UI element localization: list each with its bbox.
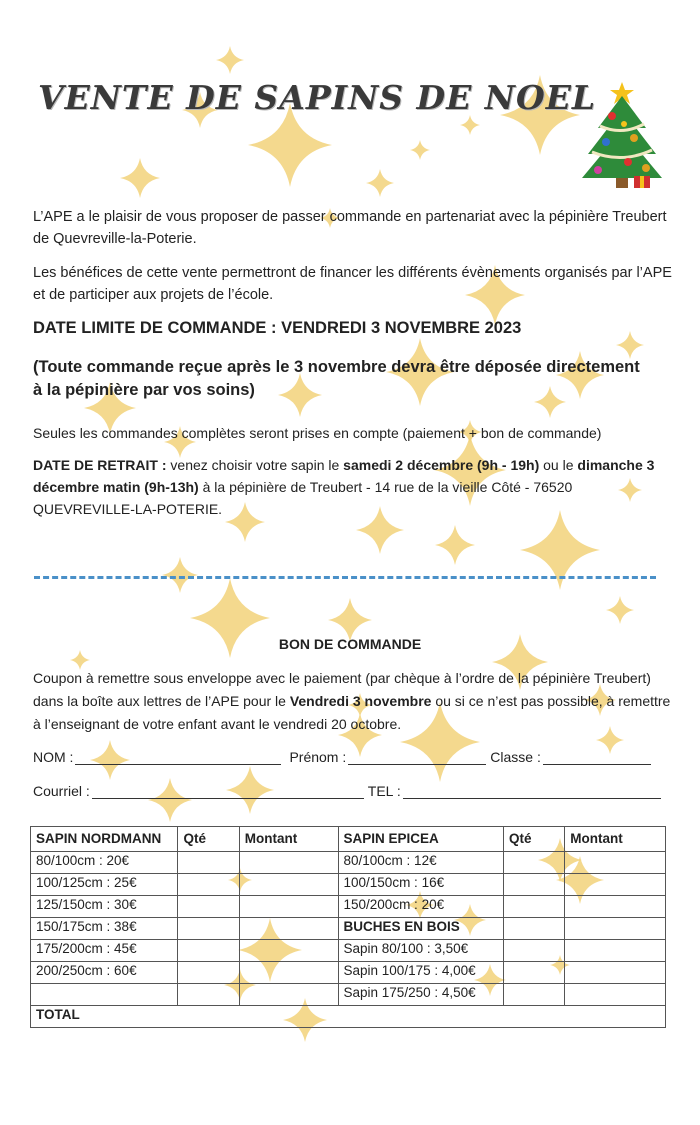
- total-label: TOTAL: [31, 1006, 666, 1028]
- nordmann-size: 150/175cm : 38€: [31, 918, 178, 940]
- courriel-label: Courriel :: [33, 783, 90, 799]
- epicea-size: 80/100cm : 12€: [338, 852, 504, 874]
- nordmann-size: 200/250cm : 60€: [31, 962, 178, 984]
- order-table: [30, 826, 666, 1028]
- qty-cell[interactable]: [178, 962, 239, 984]
- table-row: [31, 962, 666, 984]
- amount-cell[interactable]: [565, 918, 666, 940]
- complete-orders-notice: Seules les commandes complètes seront prises en compte (paiement + bon de commande): [33, 425, 602, 441]
- empty-cell: [31, 984, 178, 1006]
- qty-cell[interactable]: [178, 984, 239, 1006]
- buches-heading: BUCHES EN BOIS: [338, 918, 504, 940]
- pickup-address: à la pépinière de Treubert - 14 rue de la vieille Côté - 76520 QUEVREVILLE-LA-POTERIE.: [33, 479, 573, 517]
- pickup-text-2: ou le: [539, 457, 578, 473]
- header-qty-nordmann: Qté: [178, 827, 239, 852]
- order-table-header: [31, 827, 666, 852]
- cut-line: [34, 576, 656, 579]
- qty-cell[interactable]: [504, 962, 565, 984]
- buche-size: Sapin 100/175 : 4,00€: [338, 962, 504, 984]
- pickup-saturday: samedi 2 décembre (9h - 19h): [343, 457, 540, 473]
- amount-cell[interactable]: [239, 874, 338, 896]
- classe-label: Classe :: [490, 749, 541, 765]
- table-row: [31, 918, 666, 940]
- pickup-text-1: venez choisir votre sapin le: [170, 457, 344, 473]
- coupon-text-2: ou si ce n’est pas possible, à remettre à l’enseignant de votre enfant avant le vendredi 20 octobre.: [33, 693, 671, 732]
- total-row: [31, 1006, 666, 1028]
- qty-cell[interactable]: [504, 874, 565, 896]
- coupon-deadline: Vendredi 3 novembre: [289, 693, 432, 709]
- pickup-sunday: dimanche 3 décembre matin (9h-13h): [33, 457, 655, 495]
- amount-cell[interactable]: [565, 896, 666, 918]
- qty-cell[interactable]: [504, 896, 565, 918]
- epicea-size: 100/150cm : 16€: [338, 874, 504, 896]
- table-row: [31, 896, 666, 918]
- nom-label: NOM :: [33, 749, 74, 765]
- coupon-instructions: [33, 667, 673, 736]
- buche-size: Sapin 80/100 : 3,50€: [338, 940, 504, 962]
- order-deadline: DATE LIMITE DE COMMANDE : VENDREDI 3 NOVEMBRE 2023: [33, 319, 522, 337]
- late-order-notice: (Toute commande reçue après le 3 novembre devra être déposée directement à la pépinière par vos soins): [33, 358, 640, 399]
- pickup-label: DATE DE RETRAIT :: [33, 457, 171, 473]
- qty-cell[interactable]: [178, 874, 239, 896]
- intro-paragraph-1: L’APE a le plaisir de vous proposer de passer commande en partenariat avec la pépinière Treubert de Quevreville-la-Poterie.: [33, 209, 667, 247]
- courriel-field[interactable]: [92, 782, 364, 799]
- table-row: [31, 940, 666, 962]
- qty-cell[interactable]: [178, 918, 239, 940]
- coupon-text-1: Coupon à remettre sous enveloppe avec le paiement (par chèque à l’ordre de la pépinière Treubert) dans la boîte aux lettres de l’APE pour le: [33, 670, 651, 709]
- contact-row: [33, 782, 665, 799]
- amount-cell[interactable]: [565, 940, 666, 962]
- identity-row: [33, 748, 655, 765]
- qty-cell[interactable]: [504, 940, 565, 962]
- nordmann-size: 125/150cm : 30€: [31, 896, 178, 918]
- amount-cell[interactable]: [239, 940, 338, 962]
- amount-cell[interactable]: [565, 984, 666, 1006]
- table-row: [31, 852, 666, 874]
- amount-cell[interactable]: [239, 852, 338, 874]
- qty-cell[interactable]: [178, 852, 239, 874]
- nom-field[interactable]: [75, 748, 281, 765]
- pickup-info: [33, 454, 673, 520]
- header-epicea: SAPIN EPICEA: [338, 827, 504, 852]
- tel-field[interactable]: [403, 782, 661, 799]
- amount-cell[interactable]: [239, 984, 338, 1006]
- table-row: [31, 874, 666, 896]
- header-amount-nordmann: Montant: [239, 827, 338, 852]
- classe-field[interactable]: [543, 748, 651, 765]
- qty-cell[interactable]: [504, 984, 565, 1006]
- prenom-label: Prénom :: [289, 749, 347, 765]
- qty-cell[interactable]: [178, 896, 239, 918]
- nordmann-size: 100/125cm : 25€: [31, 874, 178, 896]
- table-row: [31, 984, 666, 1006]
- nordmann-size: 80/100cm : 20€: [31, 852, 178, 874]
- order-form-title: BON DE COMMANDE: [278, 636, 422, 652]
- amount-cell[interactable]: [239, 962, 338, 984]
- amount-cell[interactable]: [565, 874, 666, 896]
- page-title: VENTE DE SAPINS DE NOEL: [38, 78, 597, 117]
- header-nordmann: SAPIN NORDMANN: [31, 827, 178, 852]
- amount-cell[interactable]: [239, 896, 338, 918]
- tel-label: TEL :: [367, 783, 401, 799]
- intro-paragraph-2: Les bénéfices de cette vente permettront de financer les différents évènements organisés par l’APE et de participer aux projets de l’école.: [33, 265, 672, 303]
- buche-size: Sapin 175/250 : 4,50€: [338, 984, 504, 1006]
- amount-cell[interactable]: [565, 852, 666, 874]
- christmas-tree-icon: [578, 78, 666, 190]
- qty-cell[interactable]: [504, 852, 565, 874]
- prenom-field[interactable]: [348, 748, 486, 765]
- amount-cell[interactable]: [565, 962, 666, 984]
- header-amount-epicea: Montant: [565, 827, 666, 852]
- epicea-size: 150/200cm : 20€: [338, 896, 504, 918]
- amount-cell[interactable]: [239, 918, 338, 940]
- qty-cell[interactable]: [504, 918, 565, 940]
- qty-cell[interactable]: [178, 940, 239, 962]
- header-qty-epicea: Qté: [504, 827, 565, 852]
- nordmann-size: 175/200cm : 45€: [31, 940, 178, 962]
